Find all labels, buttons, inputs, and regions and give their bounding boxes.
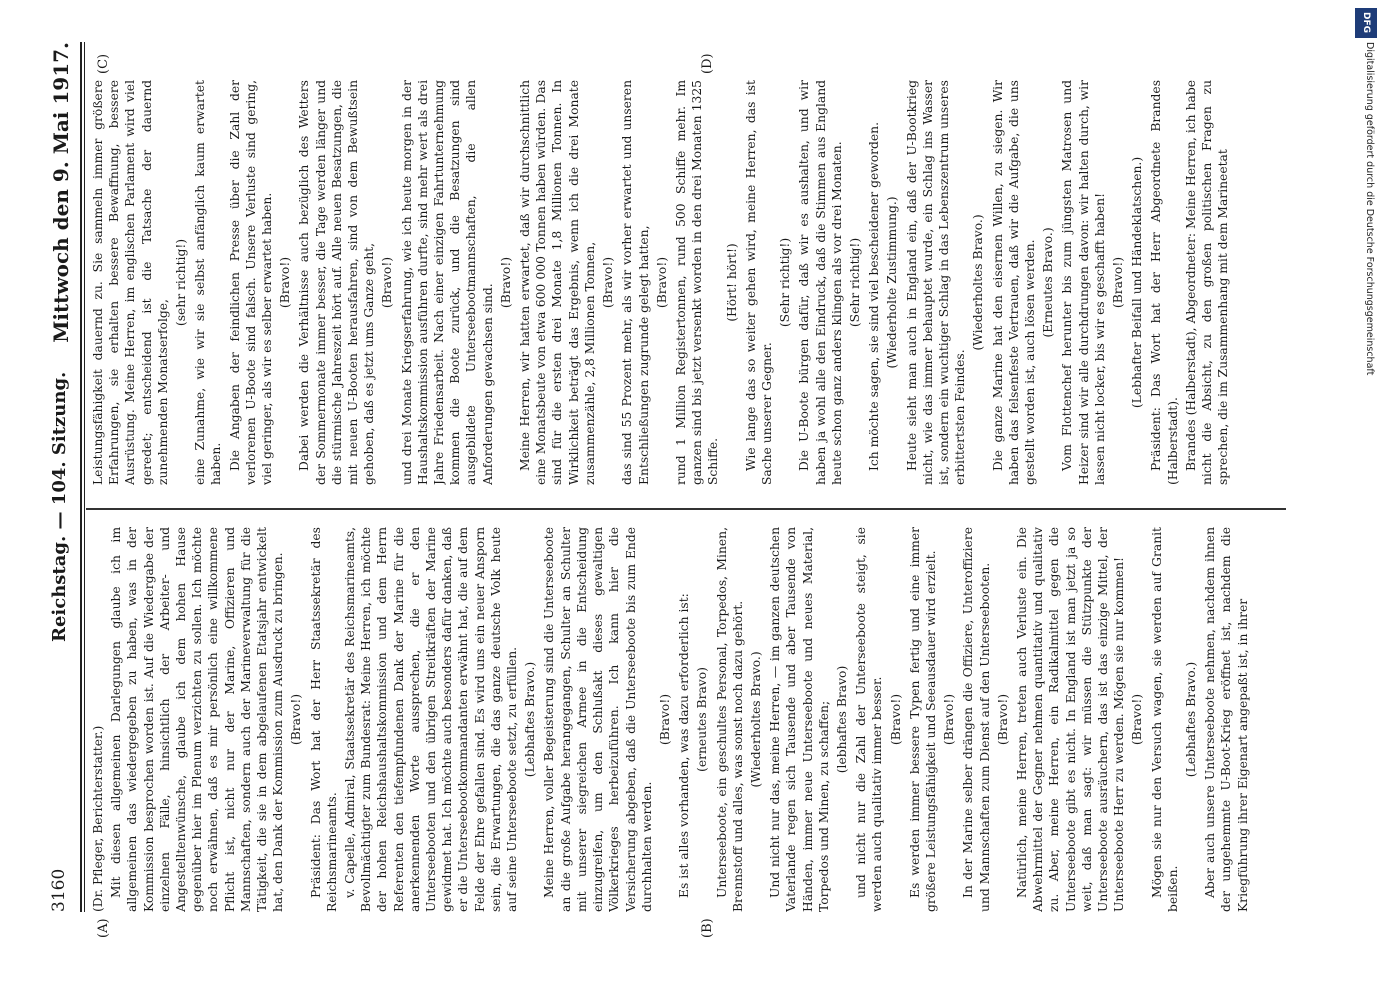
interjection: (Bravo!) [601,256,616,309]
interjection: (Sehr richtig!) [847,237,862,328]
paragraph: (Dr. Pfleger, Berichterstatter.) [91,725,105,912]
paragraph: rund 1 Million Registertonnen, rund 500 Schiffe mehr. Im ganzen sind bis jetzt versenkt worden in den drei Monaten 1325 Schiffe. [673,80,721,485]
interjection: (Wiederholtes Bravo.) [748,651,763,788]
interjection: (Sehr richtig!) [778,237,793,328]
paragraph: Vom Flottenchef herunter bis zum jüngsten Matrosen und Heizer sind wir alle durchdrungen davon: wir halten durch, wir lassen nicht locker, bis wir es geschafft haben! [1060,80,1107,485]
paragraph: Die U-Boote bürgen dafür, daß wir es aushalten, und wir haben ja wohl alle den Eindruck, daß die Stimmen aus England heute schon ganz anders klingen als vor drei Monaten. [797,80,844,485]
interjection: (Bravo!) [380,256,395,309]
interjection: (Wiederholtes Bravo.) [971,214,986,351]
paragraph: Unterseeboote, ein geschultes Personal, Torpedos, Minen, Brennstoff und alles, was sonst noch dazu gehört. [714,527,745,912]
paragraph: Es ist alles vorhanden, was dazu erforderlich ist: [677,593,692,898]
interjection: (Bravo!) [654,256,669,309]
right-column [90,80,1290,485]
paragraph: Heute sieht man auch in England ein, daß der U-Bootkrieg nicht, wie das immer behauptet wurde, ein Schlag ins Wasser ist, sondern ein wuchtiger Schlag in das Lebenszentrum unseres erbittertsten Feindes. [904,80,968,485]
column-divider [86,508,1286,510]
paragraph: eine Zunahme, wie wir sie selbst anfänglich kaum erwartet haben. [193,80,224,485]
paragraph: Wie lange das so weiter gehen wird, meine Herren, das ist Sache unserer Gegner. [743,80,774,485]
paragraph: In der Marine selber drängen die Offiziere, Unteroffiziere und Mannschaften zum Dienst auf den Unterseebooten. [961,527,992,912]
paragraph: Ich möchte sagen, sie sind viel bescheidener geworden. [867,121,882,471]
interjection: (Wiederholte Zustimmung.) [885,196,900,369]
interjection: (Lebhafter Beifall und Händeklatschen.) [1130,156,1145,409]
page-header [45,42,77,912]
paragraph: und nicht nur die Zahl der Unterseeboote steigt, sie werden auch qualitativ immer besser. [854,527,885,912]
paragraph: Mögen sie nur den Versuch wagen, sie werden auf Granit beißen. [1149,527,1180,912]
interjection: (erneutes Bravo) [695,667,710,772]
paragraph: Präsident: Das Wort hat der Herr Abgeordnete Brandes (Halberstadt). [1149,80,1180,485]
paragraph: Und nicht nur das, meine Herren, — im ganzen deutschen Vaterlande regen sich Tausende und aber Tausende von Händen, immer neue Unterseeboote und neues Material, Torpedos und Minen, zu schaffen; [768,527,831,912]
dfg-logo: DFG [1355,8,1377,38]
page-number: 3160 [49,868,69,912]
paragraph: Dabei werden die Verhältnisse auch bezüglich des Wetters der Sommermonate immer besser, die Tage werden länger und die stürmische Jahreszeit hört auf. Alle neuen Besatzungen, die mit neuen U-Booten herausfahren, sind von dem Bewußtsein gehoben, daß es jetzt ums Ganze geht, [297,80,377,485]
interjection: (Bravo!) [289,693,304,746]
header-rule-thin [84,42,85,912]
paragraph: Aber auch unsere Unterseeboote nehmen, nachdem ihnen der ungehemmte U-Boot-Krieg eröffnet ist, nachdem die Kriegführung ihrer Eigenart angepaßt ist, in ihrer [1203,527,1250,912]
paragraph: Meine Herren, wir hatten erwartet, daß wir durchschnittlich eine Monatsbeute von etwa 600 000 Tonnen haben würden. Das sind für die ersten drei Monate 1,8 Millionen Tonnen. In Wirklichkeit beträgt das Ergebnis, wenn ich die drei Monate zusammenzähle, 2,8 Millionen Tonnen, [518,80,597,485]
digitization-credit: Digitalisierung gefördert durch die Deutsche Forschungsgemeinschaft [1364,42,1375,376]
interjection: (Hört! hört!) [724,243,739,322]
session-date: Mittwoch den 9. Mai 1917. [49,42,73,343]
interjection: (Bravo!) [498,256,513,309]
paragraph: und drei Monate Kriegserfahrung, wie ich heute morgen in der Haushaltskommission ausführen durfte, sind mehr wert als drei Jahre Friedensarbeit. Nach einer einzigen Fahrtunternehmung kommen die Boote zurück, und die Besatzungen sind ausgebildete Unterseebootmannschaften, die allen Anforderungen gewachsen sind. [399,80,495,485]
paragraph: Die ganze Marine hat den eisernen Willen, zu siegen. Wir haben das felsenfeste Vertrauen, daß wir die Aufgabe, die uns gestellt worden ist, auch lösen werden. [990,80,1037,485]
interjection: (Bravo!) [888,693,903,746]
margin-mark-b: (B) [700,918,715,938]
session-title: Reichstag. — 104. Sitzung. [49,371,70,642]
header-rule [80,42,82,912]
interjection: (Bravo!) [1130,693,1145,746]
interjection: (Bravo!) [657,693,672,746]
paragraph: das sind 55 Prozent mehr, als wir vorher erwartet und unseren Entschließungen zugrunde gelegt hatten, [620,80,651,485]
interjection: (sehr richtig!) [174,238,189,327]
interjection: (Bravo!) [942,693,957,746]
interjection: (lebhaftes Bravo) [834,665,849,774]
paragraph: Leistungsfähigkeit dauernd zu. Sie sammeln immer größere Erfahrungen, sie erhalten bessere Bewaffnung, bessere Ausrüstung. Meine Herren, im englischen Parlament wird viel geredet; entscheidend ist die Tatsache der dauernd zunehmenden Monatserfolge, [91,80,170,485]
paragraph: Natürlich, meine Herren, treten auch Verluste ein. Die Abwehrmittel der Gegner nehmen quantitativ und qualitativ zu. Aber, meine Herren, ein Radikalmittel gegen die Unterseeboote gibt es nicht. In England ist man jetzt ja so weit, daß man sagt: wir müssen die Stützpunkte der Unterseeboote ausräuchern, das ist das einzige Mittel, der Unterseeboote Herr zu werden. Mögen sie nur kommen! [1014,527,1127,912]
paragraph: Die Angaben der feindlichen Presse über die Zahl der verlorenen U-Boote sind falsch. Unsere Verluste sind gering, viel geringer, als wir es selber erwartet haben. [227,80,275,485]
interjection: (Lebhaftes Bravo.) [523,661,538,778]
margin-mark-a: (A) [96,918,111,938]
paragraph: Es werden immer bessere Typen fertig und eine immer größere Leistungsfähigkeit und Seeausdauer wird erzielt. [907,527,938,912]
margin-mark-d: (D) [700,53,715,74]
paragraph: Meine Herren, voller Begeisterung sind die Unterseeboote an die große Aufgabe herangegangen, Schulter an Schulter mit unserer siegreichen Armee in die Entscheidung einzugreifen, um den Schlußakt dieses gewaltigen Völkerkrieges herbeizuführen. Ich kann hier die Versicherung abgeben, daß die Unterseeboote bis zum Ende durchhalten werden. [542,527,654,912]
interjection: (Bravo!) [995,693,1010,746]
paragraph: Brandes (Halberstadt), Abgeordneter: Meine Herren, ich habe nicht die Absicht, zu den großen politischen Fragen zu sprechen, die im Zusammenhang mit dem Marineetat [1183,80,1231,485]
paragraph: Mit diesen allgemeinen Darlegungen glaube ich im allgemeinen das wiedergegeben zu haben, was in der Kommission besprochen worden ist. Auf die Wiedergabe der einzelnen Fälle, hinsichtlich der Arbeiter- und Angestelltenwünsche, glaube ich dem hohen Hause gegenüber hier im Plenum verzichten zu sollen. Ich möchte noch erwähnen, daß es mir persönlich eine willkommene Pflicht ist, nicht nur der Marine, Offizieren und Mannschaften, sondern auch der Marineverwaltung für die Tätigkeit, die sie in dem abgelaufenen Etatsjahr entwickelt hat, den Dank der Kommission zum Ausdruck zu bringen. [109,527,286,912]
paragraph: v. Capelle, Admiral, Staatssekretär des Reichsmarineamts, Bevollmächtigter zum Bundesrat: Meine Herren, ich möchte der hohen Reichshaushaltskommission und dem Herrn Referenten den tiefempfundenen Dank der Marine für die anerkennenden Worte aussprechen, die er den Unterseebooten und den übrigen Streitkräften der Marine gewidmet hat. Ich möchte auch besonders dafür danken, daß er die Unterseebootkommandanten erwähnt hat, die auf dem Felde der Ehre gefallen sind. Es wird uns ein neuer Ansporn sein, die Erwartungen, die das ganze deutsche Volk heute auf seine Unterseeboote setzt, zu erfüllen. [343,527,520,912]
interjection: (Erneutes Bravo.) [1041,227,1056,338]
interjection: (Bravo!) [278,256,293,309]
interjection: (Lebhaftes Bravo.) [1184,661,1198,778]
interjection: (Bravo!) [1110,256,1125,309]
left-column [90,527,1290,912]
margin-mark-c: (C) [96,53,111,74]
paragraph: Präsident: Das Wort hat der Herr Staatssekretär des Reichsmarineamts. [308,527,339,912]
